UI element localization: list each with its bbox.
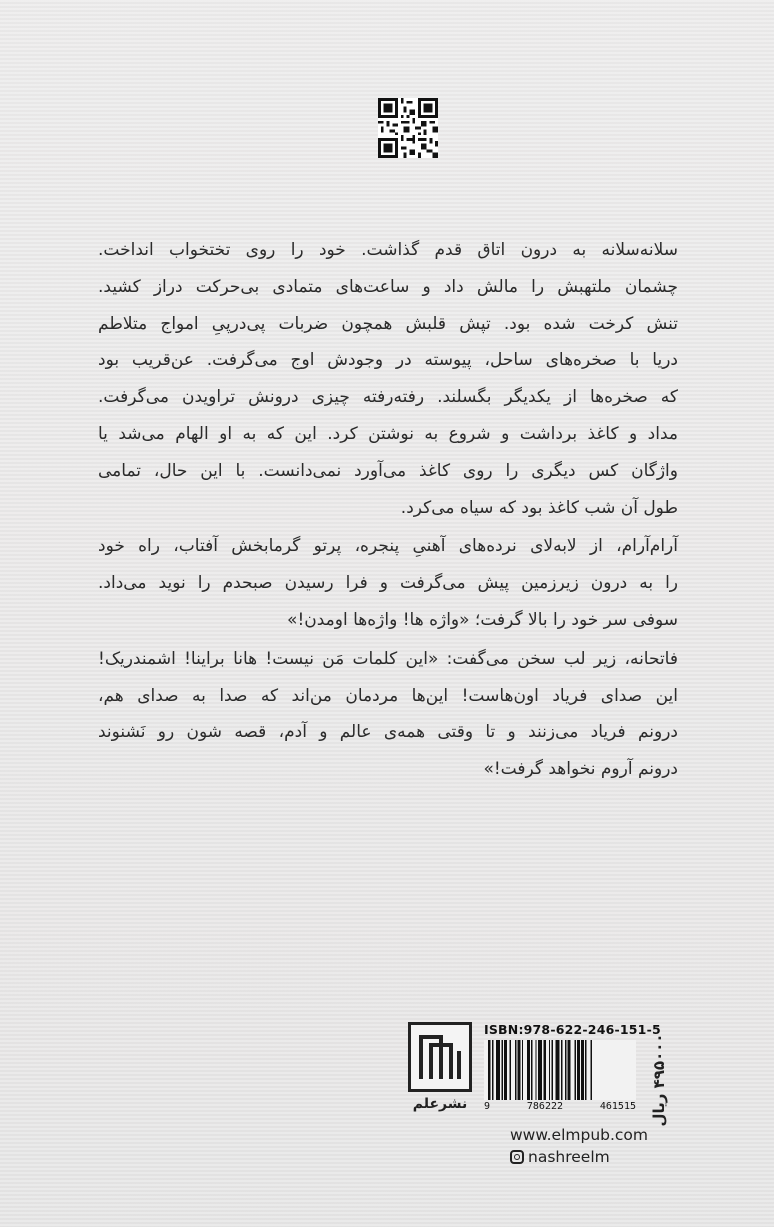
- barcode-digits: [484, 1101, 636, 1112]
- logo-mark-icon: [411, 1025, 469, 1089]
- publisher-instagram[interactable]: [510, 1148, 610, 1166]
- blurb-line: درونم فریاد می‌زنند و تا وقتی همه‌ی عالم و آدم، قصه شون رو نَشنوند: [98, 722, 678, 743]
- blurb-line: واژگان کس دیگری را روی کاغذ می‌آورد نمی‌دانست. با این حال، تمامی: [98, 460, 678, 481]
- publisher-name: نشرعلم: [412, 1096, 468, 1112]
- blurb-line: این صدای فریاد اون‌هاست! این‌ها مردمان من‌اند که صدا به صدای هم،: [98, 685, 678, 706]
- blurb-paragraph-1: [98, 232, 678, 526]
- qr-code-icon: [378, 98, 438, 158]
- blurb-paragraph-2: [98, 528, 678, 638]
- price-label: [648, 1030, 670, 1130]
- blurb-line: آرام‌آرام، از لابه‌لای نرده‌های آهنیِ پنجره، پرتو گرمابخش آفتاب، راه خود: [98, 536, 678, 557]
- blurb-line: مداد و کاغذ برداشت و شروع به نوشتن کرد. این که به او الهام می‌شد یا: [98, 423, 678, 444]
- publisher-website[interactable]: www.elmpub.com: [510, 1126, 649, 1144]
- blurb-line: سلانه‌سلانه به درون اتاق قدم گذاشت. خود را روی تختخواب انداخت.: [98, 240, 678, 260]
- instagram-icon: [510, 1150, 524, 1164]
- blurb-line: چشمان ملتهبش را مالش داد و ساعت‌های متمادی بی‌حرکت دراز کشید.: [98, 276, 678, 297]
- barcode-digits-left: 786222: [526, 1101, 564, 1112]
- blurb-line: درونم آروم نخواهد گرفت!»: [483, 759, 678, 780]
- blurb-line: طول آن شب کاغذ بود که سیاه می‌کرد.: [400, 497, 678, 518]
- publisher-logo-icon: [408, 1022, 472, 1092]
- blurb-line: دریا با صخره‌های ساحل، پیوسته در وجودش اوج می‌گرفت. عن‌قریب بود: [98, 350, 678, 371]
- price-text: ۴۹۵۰۰۰ ریال: [650, 1033, 668, 1127]
- blurb-line: فاتحانه، زیر لب سخن می‌گفت: «این کلمات مَن نیست! هانا براینا! اشمندریک!: [98, 648, 678, 669]
- blurb-paragraph-3: [98, 641, 678, 788]
- blurb-line: که صخره‌ها از یکدیگر بگسلند. رفته‌رفته چیزی درونش تراویدن می‌گرفت.: [98, 387, 678, 408]
- blurb-line: را به درون زیرزمین پیش می‌گرفت و فرا رسیدن صبحدم را نوید می‌داد.: [98, 573, 678, 594]
- isbn-label: ISBN:978-622-246-151-5: [484, 1022, 661, 1037]
- blurb-line: سوفی سر خود را بالا گرفت؛ «واژه ها! واژه‌ها اومدن!»: [287, 609, 678, 630]
- barcode-digits-right: 461515: [599, 1101, 636, 1112]
- barcode-digit-lead: 9: [484, 1101, 491, 1112]
- blurb-text: [98, 232, 678, 790]
- blurb-line: تنش کرخت شده بود. تپش قلبش همچون ضربات پی‌درپیِ امواج متلاطم: [98, 313, 678, 334]
- instagram-handle: nashreelm: [528, 1148, 610, 1166]
- barcode-icon: [484, 1040, 636, 1100]
- publisher-logo: [404, 1022, 476, 1112]
